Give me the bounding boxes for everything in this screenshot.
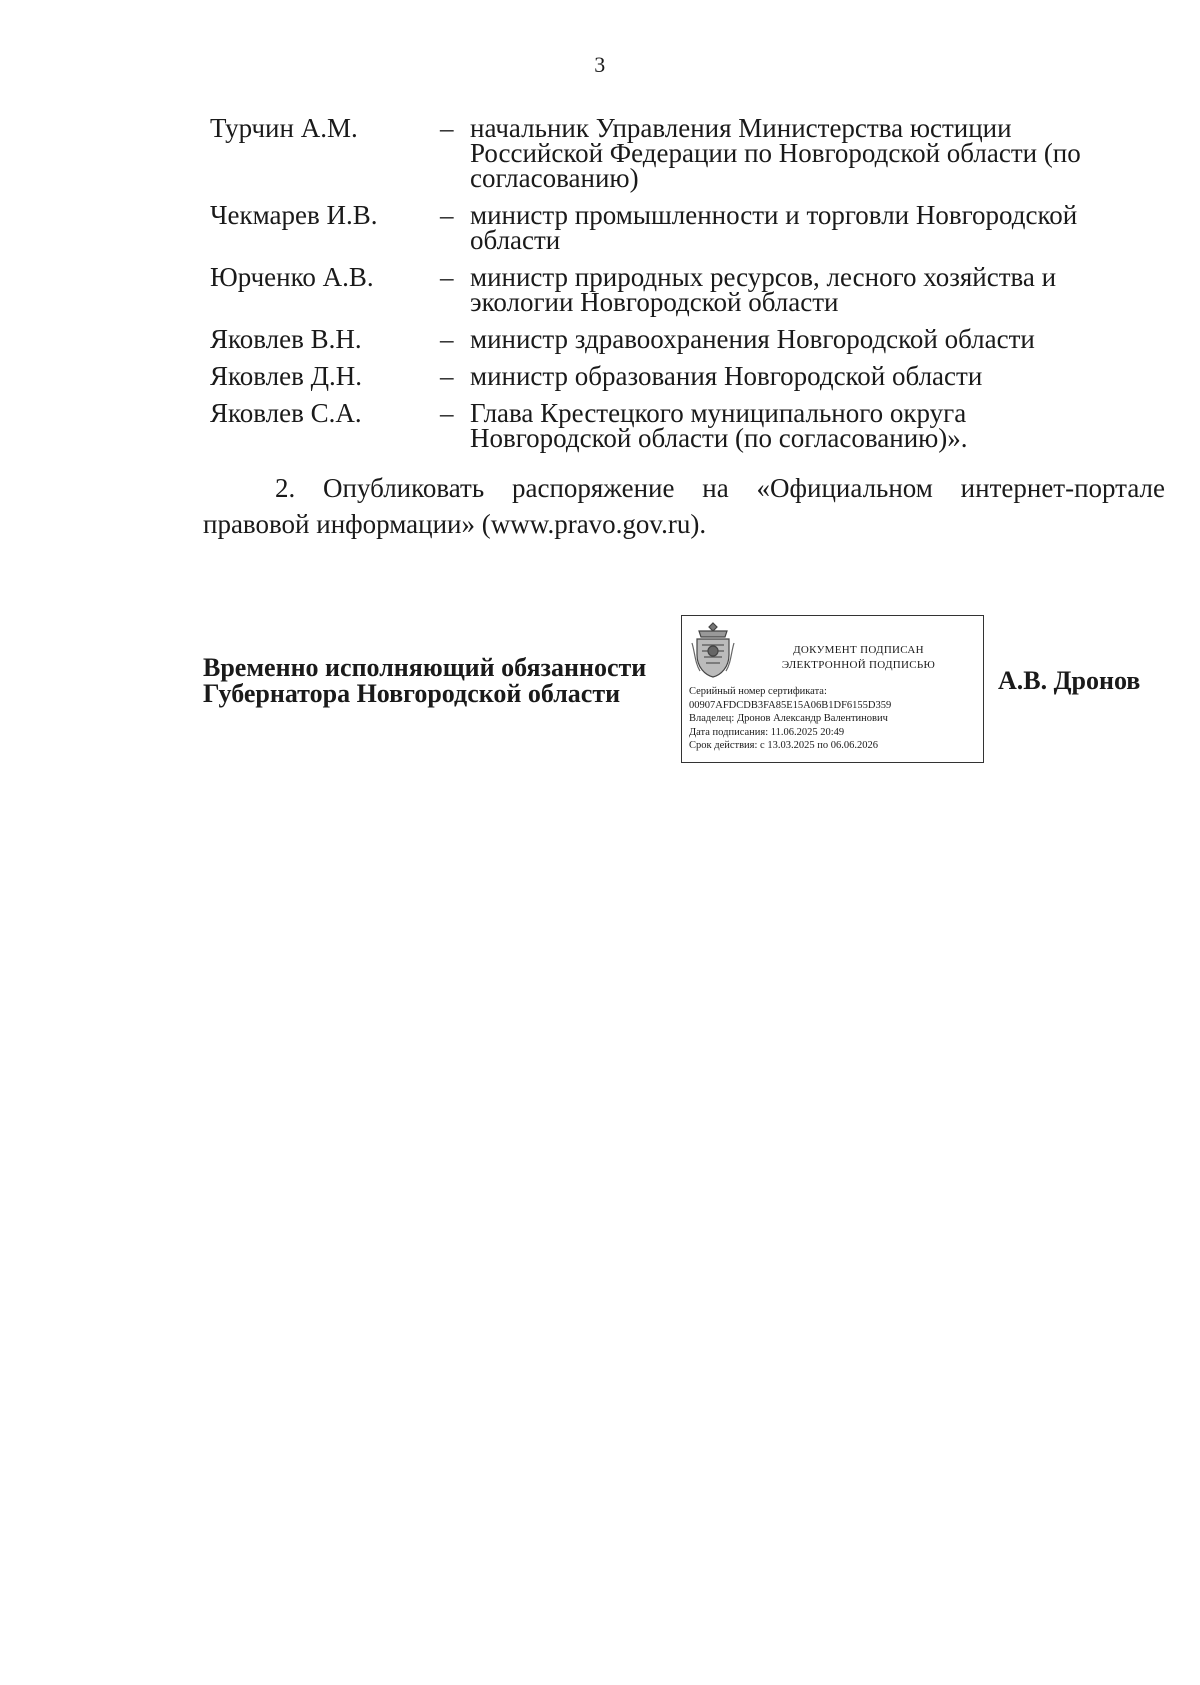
member-dash: –	[440, 262, 454, 292]
stamp-details	[689, 685, 977, 753]
member-row	[210, 324, 1130, 354]
member-dash: –	[440, 324, 454, 354]
certificate-label: Серийный номер сертификата:	[689, 686, 827, 697]
member-name: Чекмарев И.В.	[210, 200, 378, 230]
certificate-validity: Срок действия: с 13.03.2025 по 06.06.2026	[689, 740, 878, 751]
commission-members-list	[210, 113, 1130, 463]
signatory-position	[203, 655, 673, 707]
member-row	[210, 262, 1130, 317]
member-role: министр образования Новгородской области	[470, 361, 983, 391]
member-role: Глава Крестецкого муниципального округа Новгородской области (по согласованию)».	[470, 398, 968, 453]
member-dash: –	[440, 113, 454, 143]
member-name: Яковлев С.А.	[210, 398, 362, 428]
member-name: Яковлев В.Н.	[210, 324, 362, 354]
member-dash: –	[440, 398, 454, 428]
signer-name: А.В. Дронов	[998, 666, 1141, 695]
member-role: министр природных ресурсов, лесного хозяйства и экологии Новгородской области	[470, 262, 1057, 317]
member-row	[210, 398, 1130, 453]
member-row	[210, 113, 1130, 193]
member-role: начальник Управления Министерства юстиции Российской Федерации по Новгородской области (по согласованию)	[470, 113, 1081, 193]
electronic-signature-stamp	[681, 615, 984, 763]
coat-of-arms-icon	[690, 621, 736, 679]
member-row	[210, 200, 1130, 255]
stamp-header-line-1: ДОКУМЕНТ ПОДПИСАН	[793, 644, 924, 656]
member-name: Юрченко А.В.	[210, 262, 374, 292]
member-role: министр промышленности и торговли Новгородской области	[470, 200, 1078, 255]
page-number: 3	[594, 52, 606, 77]
certificate-owner: Владелец: Дронов Александр Валентинович	[689, 713, 888, 724]
signing-date: Дата подписания: 11.06.2025 20:49	[689, 726, 845, 738]
stamp-header-line-2: ЭЛЕКТРОННОЙ ПОДПИСЬЮ	[781, 659, 936, 671]
certificate-number: 00907AFDCDB3FA85E15A06B1DF6155D359	[689, 699, 892, 711]
position-line-2: Губернатора Новгородской области	[203, 679, 621, 708]
member-name: Яковлев Д.Н.	[210, 361, 363, 391]
stamp-header	[742, 643, 975, 673]
member-row	[210, 361, 1130, 391]
member-role: министр здравоохранения Новгородской области	[470, 324, 1035, 354]
position-line-1: Временно исполняющий обязанности	[203, 653, 647, 682]
member-name: Турчин А.М.	[210, 113, 358, 143]
publication-text: 2. Опубликовать распоряжение на «Официальном интернет-портале правовой информации» (www.pravo.gov.ru).	[203, 473, 1165, 539]
publication-paragraph	[203, 470, 1165, 542]
member-dash: –	[440, 361, 454, 391]
signature-block	[203, 615, 1163, 765]
member-dash: –	[440, 200, 454, 230]
